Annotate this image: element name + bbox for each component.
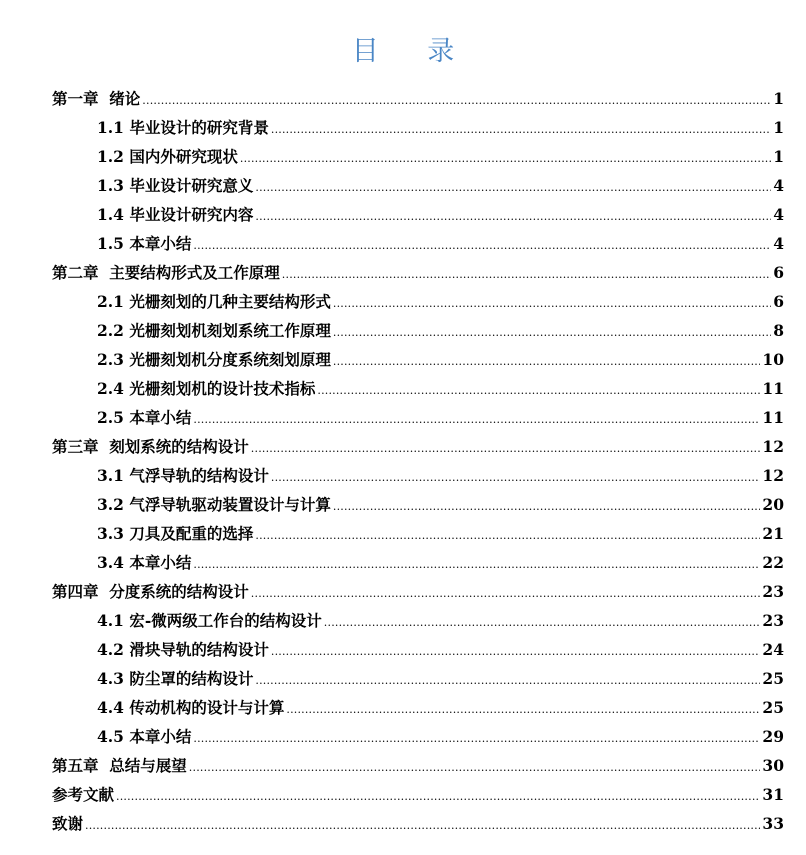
toc-entry-chapter-4[interactable] bbox=[52, 577, 784, 606]
toc-entry-references[interactable] bbox=[52, 780, 784, 809]
toc-entry-label: 2.1 光栅刻划的几种主要结构形式 bbox=[97, 292, 331, 311]
toc-entry-label: 3.2 气浮导轨驱动装置设计与计算 bbox=[97, 495, 331, 514]
dot-leader bbox=[255, 521, 760, 550]
toc-entry-page: 33 bbox=[762, 814, 784, 833]
toc-entry-label: 2.4 光栅刻划机的设计技术指标 bbox=[97, 379, 316, 398]
toc-entry-label: 4.3 防尘罩的结构设计 bbox=[97, 669, 254, 688]
toc-entry-page: 10 bbox=[762, 350, 784, 369]
toc-entry-section-2-3[interactable] bbox=[52, 345, 784, 374]
toc-entry-page: 30 bbox=[762, 756, 784, 775]
toc-entry-page: 25 bbox=[762, 669, 784, 688]
toc-entry-section-3-4[interactable] bbox=[52, 548, 784, 577]
toc-entry-section-1-5[interactable] bbox=[52, 229, 784, 258]
dot-leader bbox=[240, 144, 771, 173]
dot-leader bbox=[251, 579, 761, 608]
toc-entry-page: 25 bbox=[762, 698, 784, 717]
toc-entry-page: 29 bbox=[762, 727, 784, 746]
toc-entry-label: 第五章 总结与展望 bbox=[52, 756, 187, 775]
toc-entry-label: 2.5 本章小结 bbox=[97, 408, 192, 427]
toc-entry-page: 20 bbox=[762, 495, 784, 514]
toc-entry-page: 12 bbox=[762, 437, 784, 456]
toc-entry-page: 1 bbox=[773, 89, 784, 108]
dot-leader bbox=[333, 347, 761, 376]
toc-entry-page: 4 bbox=[773, 176, 784, 195]
toc-entry-label: 3.4 本章小结 bbox=[97, 553, 192, 572]
toc-entry-page: 31 bbox=[762, 785, 784, 804]
toc-entry-section-2-5[interactable] bbox=[52, 403, 784, 432]
toc-entry-label: 4.1 宏-微两级工作台的结构设计 bbox=[97, 611, 322, 630]
dot-leader bbox=[333, 492, 761, 521]
toc-entry-section-3-2[interactable] bbox=[52, 490, 784, 519]
toc-entry-page: 1 bbox=[773, 147, 784, 166]
toc-title: 目 录 bbox=[351, 36, 475, 67]
table-of-contents bbox=[52, 84, 784, 838]
dot-leader bbox=[333, 289, 771, 318]
toc-entry-section-4-2[interactable] bbox=[52, 635, 784, 664]
toc-entry-page: 4 bbox=[773, 205, 784, 224]
dot-leader bbox=[271, 115, 771, 144]
toc-entry-page: 11 bbox=[762, 408, 784, 427]
toc-entry-section-4-1[interactable] bbox=[52, 606, 784, 635]
toc-entry-label: 4.2 滑块导轨的结构设计 bbox=[97, 640, 269, 659]
toc-entry-label: 1.2 国内外研究现状 bbox=[97, 147, 238, 166]
toc-entry-page: 23 bbox=[762, 611, 784, 630]
dot-leader bbox=[193, 724, 760, 753]
toc-entry-label: 4.5 本章小结 bbox=[97, 727, 192, 746]
dot-leader bbox=[116, 782, 760, 811]
toc-entry-section-1-3[interactable] bbox=[52, 171, 784, 200]
toc-entry-page: 22 bbox=[762, 553, 784, 572]
toc-entry-page: 1 bbox=[773, 118, 784, 137]
toc-entry-section-3-3[interactable] bbox=[52, 519, 784, 548]
dot-leader bbox=[333, 318, 771, 347]
toc-entry-section-1-1[interactable] bbox=[52, 113, 784, 142]
dot-leader bbox=[85, 811, 760, 840]
toc-entry-label: 参考文献 bbox=[52, 785, 115, 804]
dot-leader bbox=[271, 637, 761, 666]
dot-leader bbox=[142, 86, 771, 115]
toc-entry-chapter-3[interactable] bbox=[52, 432, 784, 461]
toc-entry-page: 8 bbox=[773, 321, 784, 340]
toc-entry-label: 1.4 毕业设计研究内容 bbox=[97, 205, 254, 224]
toc-entry-page: 21 bbox=[762, 524, 784, 543]
dot-leader bbox=[193, 231, 771, 260]
dot-leader bbox=[271, 463, 761, 492]
toc-entry-chapter-2[interactable] bbox=[52, 258, 784, 287]
toc-entry-section-1-2[interactable] bbox=[52, 142, 784, 171]
dot-leader bbox=[317, 376, 760, 405]
toc-entry-section-4-4[interactable] bbox=[52, 693, 784, 722]
toc-entry-label: 2.3 光栅刻划机分度系统刻划原理 bbox=[97, 350, 331, 369]
dot-leader bbox=[282, 260, 771, 289]
toc-entry-label: 致谢 bbox=[52, 814, 84, 833]
toc-entry-label: 3.3 刀具及配重的选择 bbox=[97, 524, 254, 543]
dot-leader bbox=[286, 695, 760, 724]
dot-leader bbox=[193, 550, 760, 579]
toc-entry-label: 4.4 传动机构的设计与计算 bbox=[97, 698, 285, 717]
toc-entry-page: 6 bbox=[773, 292, 784, 311]
toc-entry-section-2-2[interactable] bbox=[52, 316, 784, 345]
toc-entry-section-4-5[interactable] bbox=[52, 722, 784, 751]
toc-entry-section-2-1[interactable] bbox=[52, 287, 784, 316]
toc-entry-section-1-4[interactable] bbox=[52, 200, 784, 229]
toc-entry-label: 1.1 毕业设计的研究背景 bbox=[97, 118, 269, 137]
dot-leader bbox=[324, 608, 761, 637]
dot-leader bbox=[255, 173, 771, 202]
dot-leader bbox=[193, 405, 760, 434]
toc-entry-label: 第一章 绪论 bbox=[52, 89, 141, 108]
toc-entry-label: 第三章 刻划系统的结构设计 bbox=[52, 437, 249, 456]
toc-entry-section-4-3[interactable] bbox=[52, 664, 784, 693]
toc-entry-label: 第四章 分度系统的结构设计 bbox=[52, 582, 249, 601]
toc-entry-label: 第二章 主要结构形式及工作原理 bbox=[52, 263, 280, 282]
dot-leader bbox=[255, 666, 760, 695]
toc-entry-label: 1.3 毕业设计研究意义 bbox=[97, 176, 254, 195]
toc-entry-section-3-1[interactable] bbox=[52, 461, 784, 490]
toc-entry-label: 1.5 本章小结 bbox=[97, 234, 192, 253]
toc-entry-label: 2.2 光栅刻划机刻划系统工作原理 bbox=[97, 321, 331, 340]
dot-leader bbox=[251, 434, 761, 463]
dot-leader bbox=[189, 753, 761, 782]
toc-entry-page: 6 bbox=[773, 263, 784, 282]
toc-entry-label: 3.1 气浮导轨的结构设计 bbox=[97, 466, 269, 485]
dot-leader bbox=[255, 202, 771, 231]
toc-entry-page: 4 bbox=[773, 234, 784, 253]
toc-entry-acknowledgements[interactable] bbox=[52, 809, 784, 838]
toc-entry-chapter-1[interactable] bbox=[52, 84, 784, 113]
toc-entry-page: 12 bbox=[762, 466, 784, 485]
toc-entry-page: 24 bbox=[762, 640, 784, 659]
toc-entry-chapter-5[interactable] bbox=[52, 751, 784, 780]
toc-entry-page: 11 bbox=[762, 379, 784, 398]
toc-entry-page: 23 bbox=[762, 582, 784, 601]
toc-entry-section-2-4[interactable] bbox=[52, 374, 784, 403]
